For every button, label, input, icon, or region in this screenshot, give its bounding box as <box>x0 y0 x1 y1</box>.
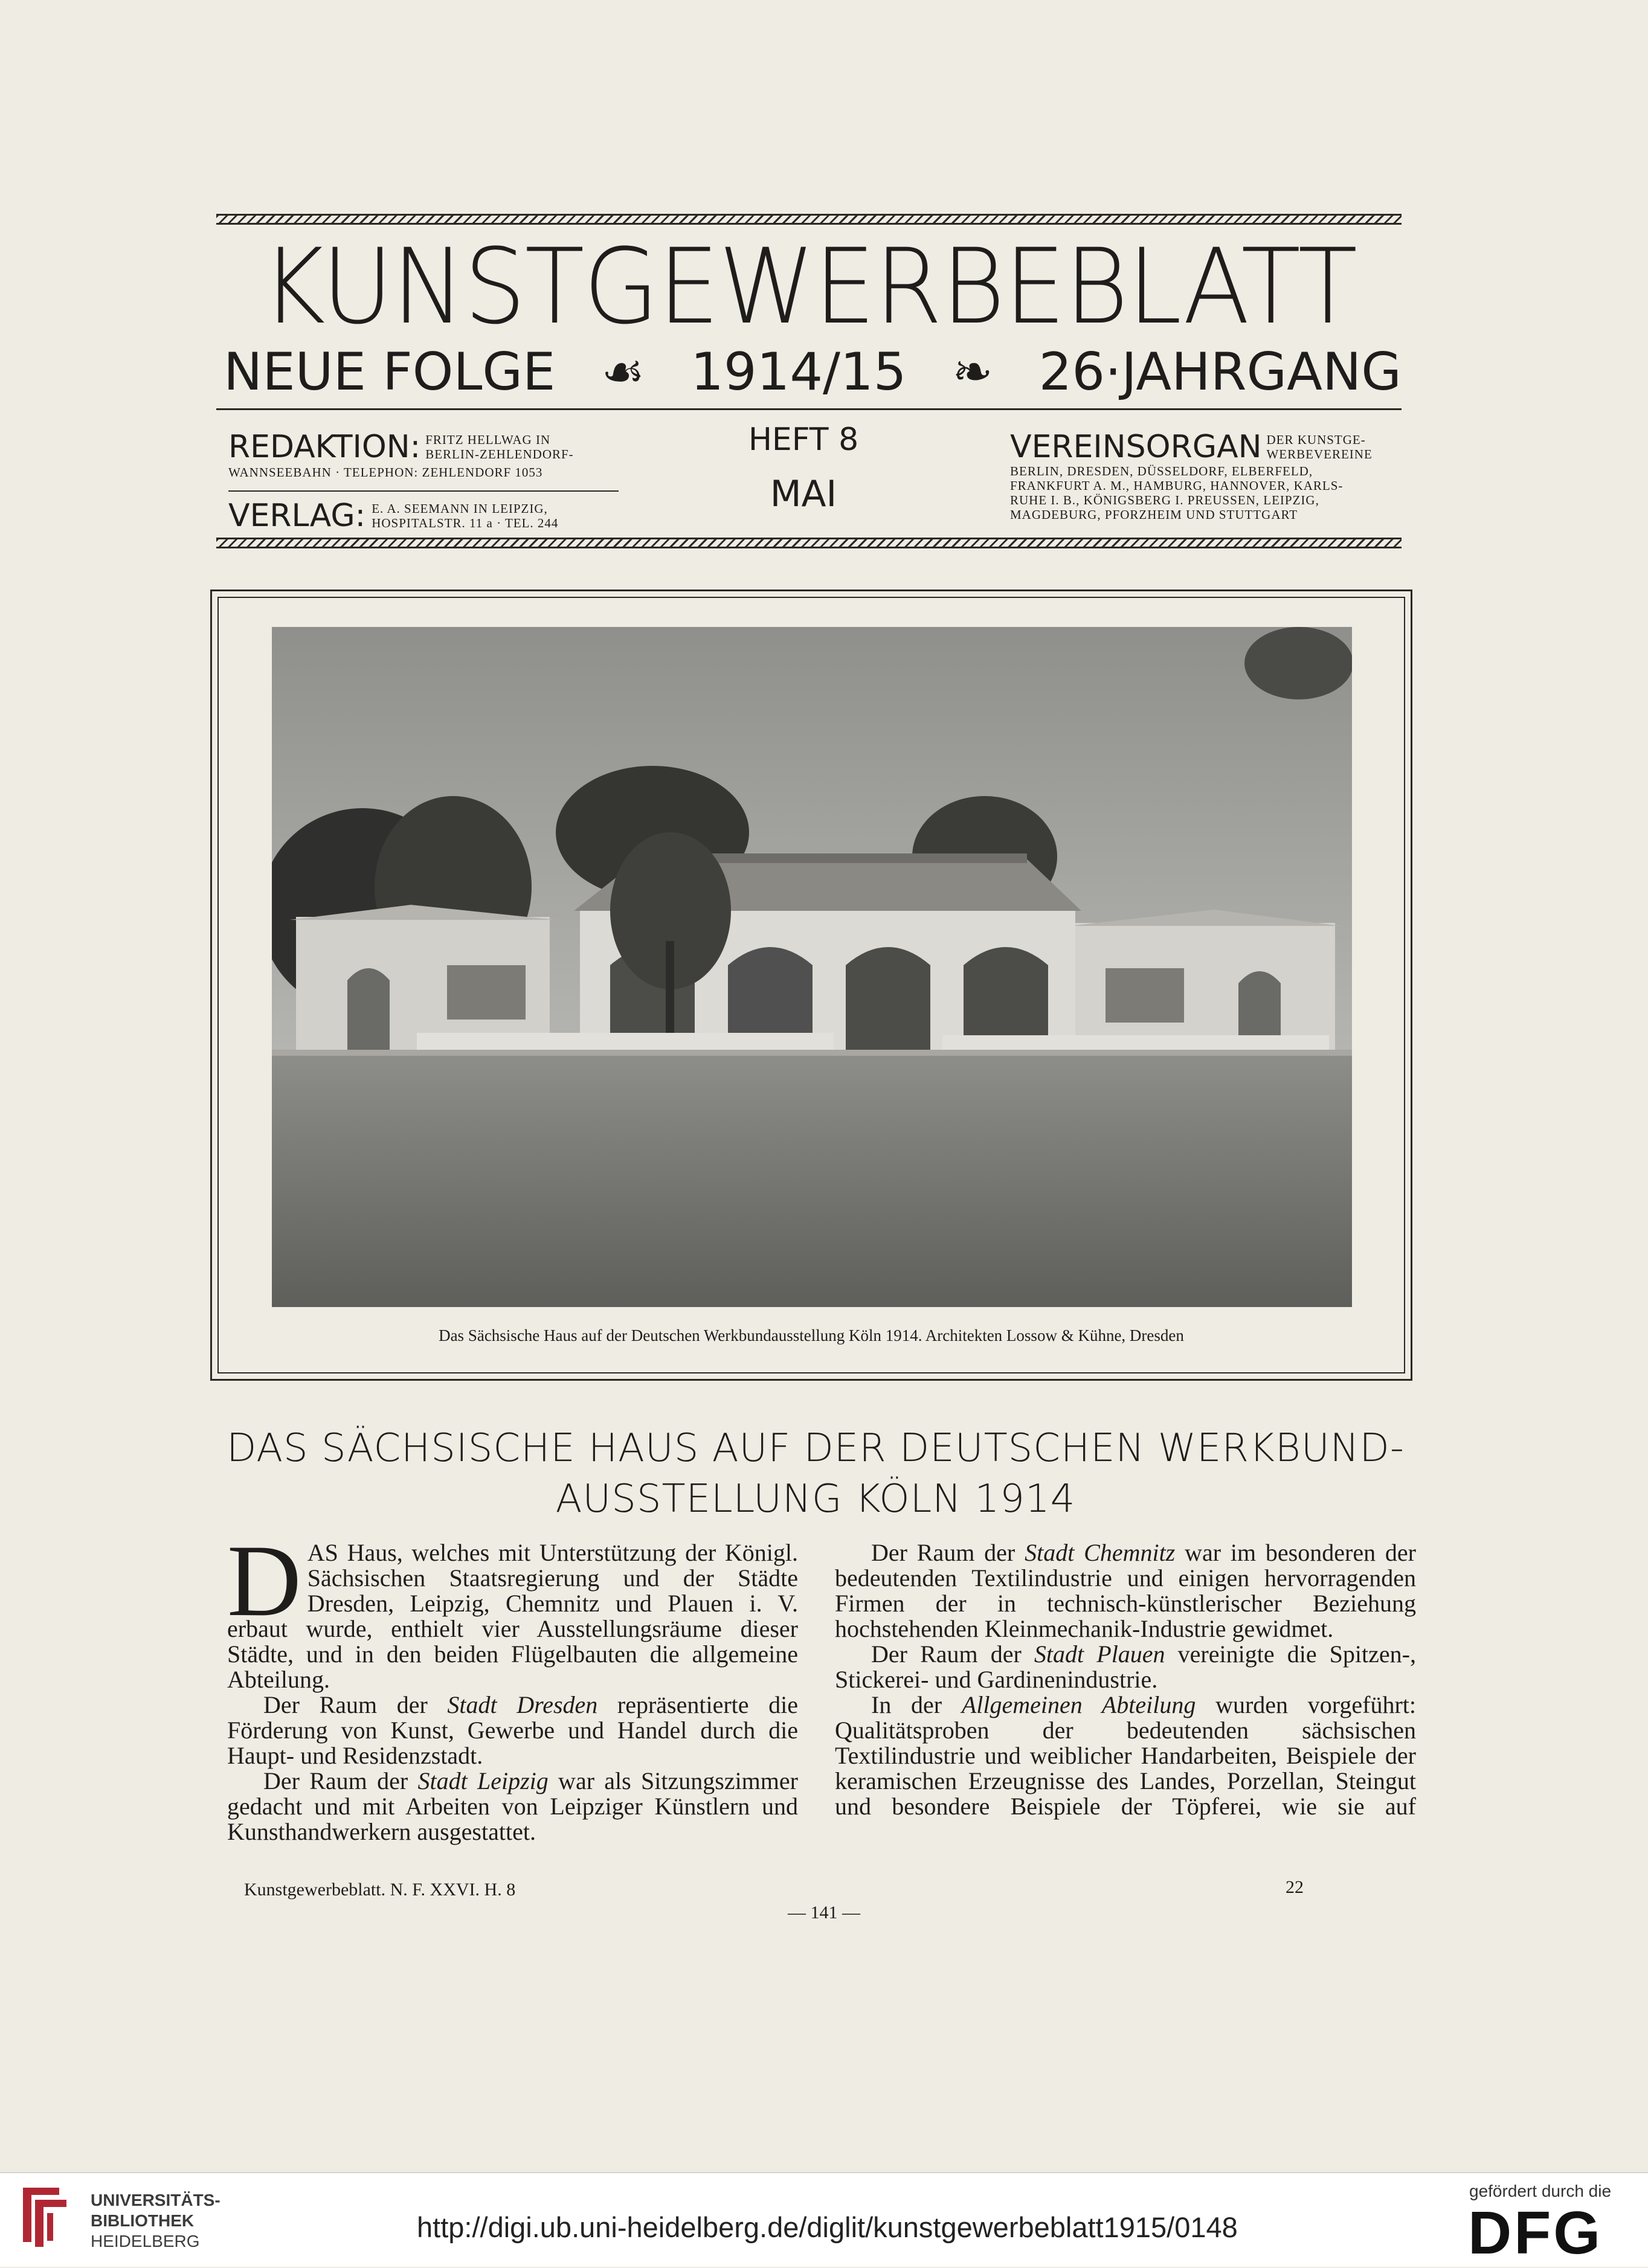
photo-illustration <box>272 627 1352 1307</box>
dfg-logo: DFG <box>1468 2199 1603 2267</box>
redaktion-line2: BERLIN-ZEHLENDORF- <box>425 447 574 461</box>
issue-number: HEFT 8 <box>748 422 859 458</box>
paragraph: In der Allgemeinen Abteilung wurden vorgeführt: Qualitätsproben der bedeutenden sächsischen Textilindustrie und weiblicher Handarbeiten, Beispiele der keramischen Erzeugnisse des Landes, Porzellan, Steingut und besondere Beispiele der Töpferei, wie sie auf <box>835 1691 1416 1820</box>
header-divider <box>216 408 1402 410</box>
verlag-label: VERLAG: <box>228 498 366 534</box>
leaf-ornament-icon: ☙ <box>601 344 645 400</box>
redaktion-block <box>228 430 627 480</box>
ub-heidelberg-logo-icon <box>17 2182 72 2249</box>
article-title <box>181 1423 1450 1524</box>
paragraph: Der Raum der Stadt Chemnitz war im besonderen der bedeutenden Textilindustrie und einigen hervorragenden Firmen der in technisch-künstlerischer Beziehung hochstehenden Kleinmechanik-Industrie gewidmet. <box>835 1539 1416 1642</box>
verlag-block <box>228 499 627 533</box>
paragraph: Der Raum der Stadt Leipzig war als Sitzungszimmer gedacht und mit Arbeiten von Leipziger Künstlern und Kunsthandwerkern ausgestattet. <box>227 1767 798 1845</box>
journal-reference: Kunstgewerbeblatt. N. F. XXVI. H. 8 <box>244 1880 516 1900</box>
article-column-left <box>227 1524 798 1845</box>
article-title-line1: DAS SÄCHSISCHE HAUS AUF DER DEUTSCHEN WERKBUND- <box>227 1426 1405 1471</box>
vereinsorgan-small2: WERBEVEREINE <box>1266 447 1373 461</box>
redaktion-line3: WANNSEEBAHN · TELEPHON: ZEHLENDORF 1053 <box>228 465 543 480</box>
leaf-ornament-icon: ❧ <box>952 344 993 400</box>
masthead-subtitle <box>224 343 1402 401</box>
cities-line2: FRANKFURT A. M., HAMBURG, HANNOVER, KARLS- <box>1010 478 1344 493</box>
figure-caption: Das Sächsische Haus auf der Deutschen Werkbundausstellung Köln 1914. Architekten Lossow & Kühne, Dresden <box>439 1326 1184 1344</box>
masthead-series: NEUE FOLGE <box>224 342 556 402</box>
redaktion-verlag-divider <box>228 490 619 492</box>
paragraph: Der Raum der Stadt Dresden repräsentierte die Förderung von Kunst, Gewerbe und Handel durch die Haupt- und Residenzstadt. <box>227 1691 798 1769</box>
paragraph: D AS Haus, welches mit Unterstützung der Königl. Sächsischen Staatsregierung und der Städte Dresden, Leipzig, Chemnitz und Plauen i. V. erbaut wurde, enthielt vier Ausstellungsräume dieser Städte, und in den beiden Flügelbauten die allgemeine Abteilung. <box>227 1524 798 1693</box>
masthead-volume: 26·JAHRGANG <box>1038 342 1402 402</box>
exhibition-house-photo <box>272 627 1352 1307</box>
permalink-url[interactable]: http://digi.ub.uni-heidelberg.de/diglit/kunstgewerbeblatt1915/0148 <box>417 2211 1238 2243</box>
vereinsorgan-block <box>1010 430 1397 522</box>
redaktion-line1: FRITZ HELLWAG IN <box>425 432 551 447</box>
paragraph: Der Raum der Stadt Plauen vereinigte die Spitzen-, Stickerei- und Gardinenindustrie. <box>835 1640 1416 1693</box>
drop-cap: D <box>227 1524 301 1637</box>
redaktion-label: REDAKTION: <box>228 429 421 465</box>
cities-line4: MAGDEBURG, PFORZHEIM UND STUTTGART <box>1010 507 1298 522</box>
issue-month: MAI <box>770 473 837 515</box>
vereinsorgan-label: VEREINSORGAN <box>1010 429 1262 465</box>
verlag-line2: HOSPITALSTR. 11 a · TEL. 244 <box>372 516 559 530</box>
header-top-ornament-rule <box>216 214 1402 225</box>
article-title-line2: AUSSTELLUNG KÖLN 1914 <box>555 1477 1076 1521</box>
masthead-years: 1914/15 <box>690 342 907 402</box>
sheet-signature: 22 <box>1286 1877 1304 1897</box>
funded-by-label: gefördert durch die <box>1469 2182 1612 2200</box>
vereinsorgan-small1: DER KUNSTGE- <box>1266 432 1366 447</box>
verlag-line1: E. A. SEEMANN IN LEIPZIG, <box>372 501 548 516</box>
article-column-right <box>835 1540 1416 1819</box>
ub-heidelberg-name: UNIVERSITÄTS- BIBLIOTHEK HEIDELBERG <box>91 2191 220 2250</box>
masthead-title: KUNSTGEWERBEBLATT <box>261 226 1357 347</box>
page-number: — 141 — <box>788 1903 860 1923</box>
cities-line1: BERLIN, DRESDEN, DÜSSELDORF, ELBERFELD, <box>1010 464 1313 478</box>
cities-line3: RUHE I. B., KÖNIGSBERG I. PREUSSEN, LEIPZIG, <box>1010 493 1319 507</box>
header-bottom-ornament-rule <box>216 538 1402 548</box>
